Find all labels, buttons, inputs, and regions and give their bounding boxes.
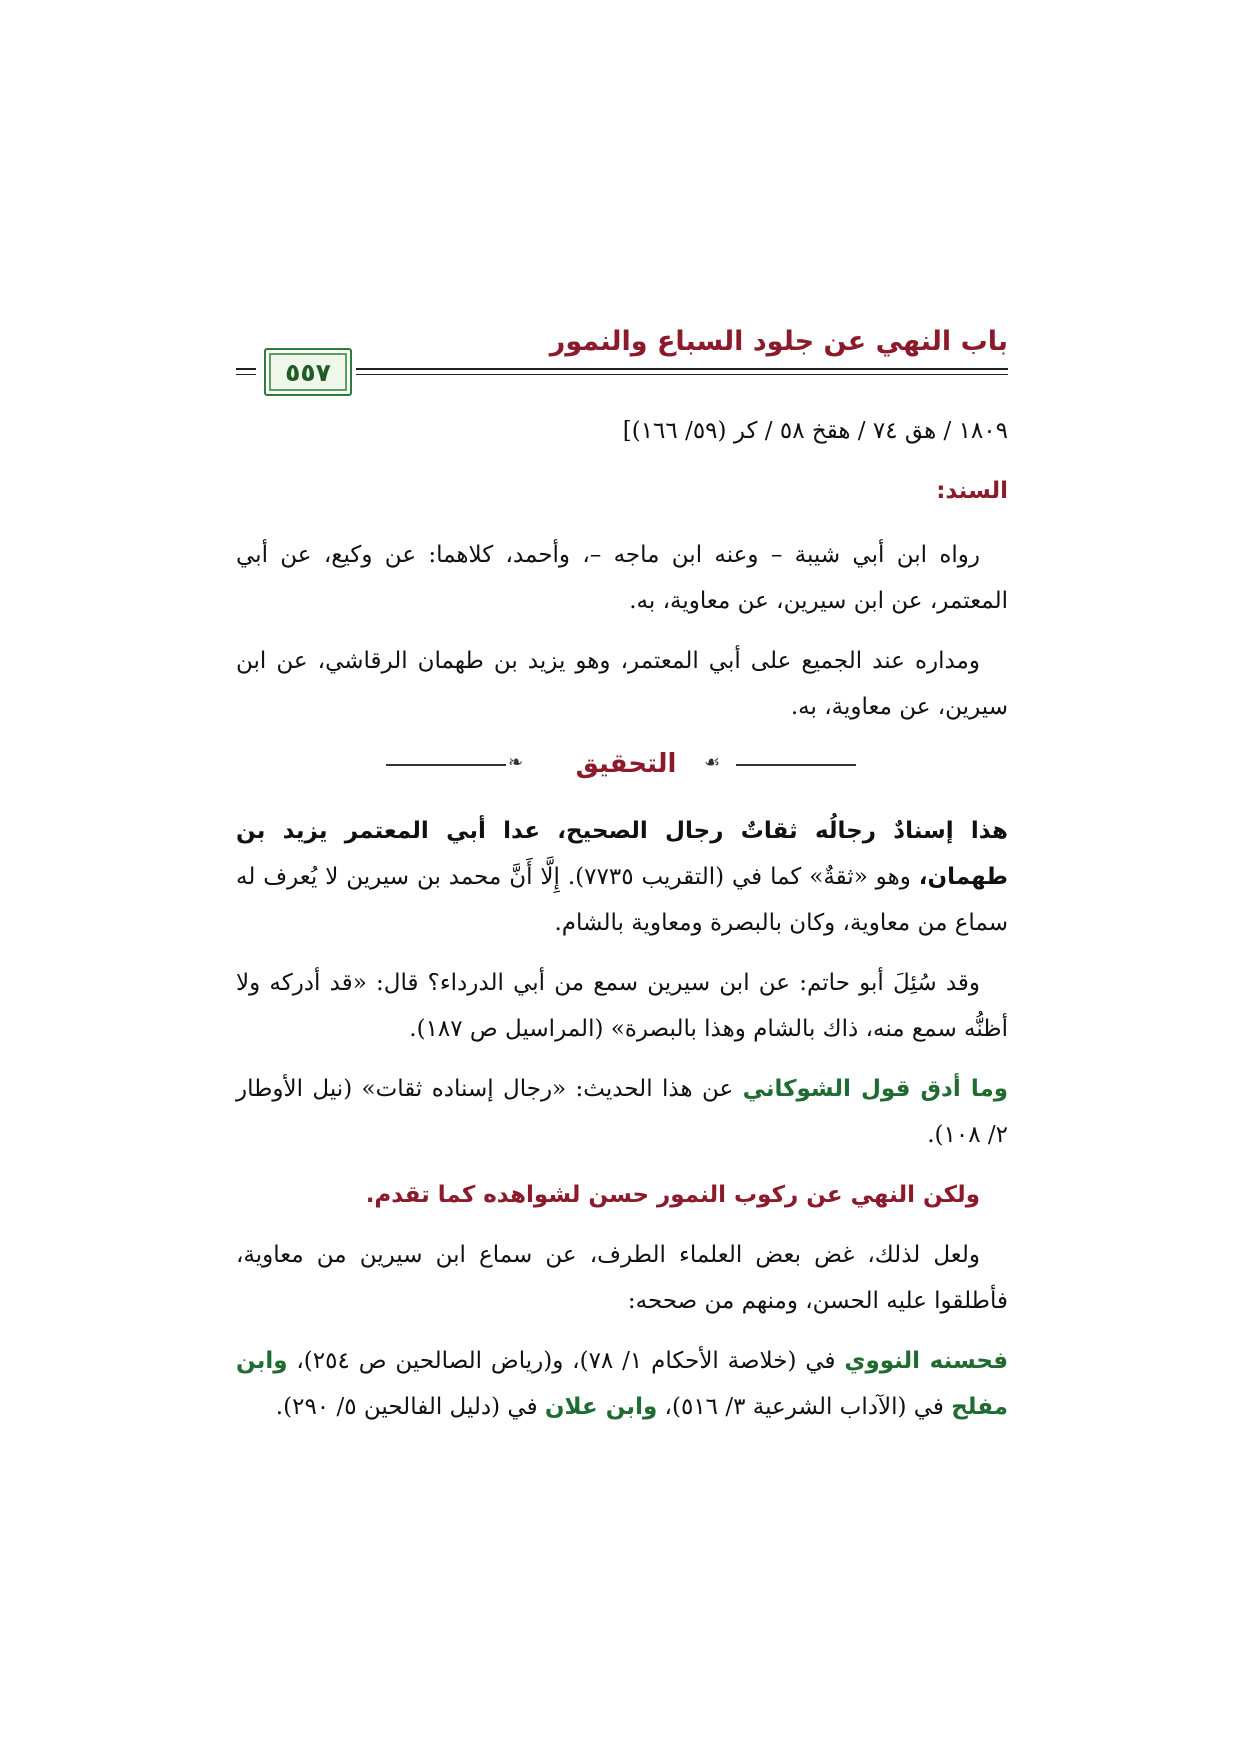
running-title: باب النهي عن جلود السباع والنمور bbox=[549, 326, 1008, 357]
header-rule-left bbox=[236, 368, 256, 375]
sources-line: ١٨٠٩ / هق ٧٤ / هقخ ٥٨ / كر (٥٩/ ١٦٦)] bbox=[622, 418, 1008, 444]
shawkani-highlight: وما أدق قول الشوكاني bbox=[742, 1076, 1008, 1102]
shawkani-rest: عن هذا الحديث: «رجال إسناده ثقات» (نيل الأوطار ٢/ ١٠٨). bbox=[236, 1076, 1008, 1148]
tahqiq-paragraph-3 bbox=[236, 1066, 1008, 1158]
isnad-verdict: هذا إسنادٌ رجالُه ثقاتٌ رجال الصحيح، عدا أبي المعتمر يزيد بن طهمان، bbox=[236, 818, 1008, 890]
main-text bbox=[236, 408, 1008, 1444]
ibn-allan-highlight: وابن علان bbox=[544, 1394, 658, 1420]
divider-line-left bbox=[386, 764, 506, 766]
sanad-heading: السند: bbox=[936, 478, 1008, 504]
ornament-left-icon: ❧ bbox=[508, 752, 524, 773]
tahqiq-heading: التحقيق bbox=[575, 749, 677, 779]
page-header bbox=[236, 318, 1008, 390]
divider-line-right bbox=[736, 764, 856, 766]
isnad-verdict-rest: وهو «ثقةٌ» كما في (التقريب ٧٧٣٥). إِلَّا أَنَّ محمد بن سيرين لا يُعرف له سماع من معاوية، وكان بالبصرة ومعاوية بالشام. bbox=[236, 864, 1008, 936]
ibn-muflih-refs: في (الآداب الشرعية ٣/ ٥١٦)، bbox=[657, 1394, 952, 1420]
ibn-allan-refs: في (دليل الفالحين ٥/ ٢٩٠). bbox=[275, 1394, 545, 1420]
ibn-muflih-highlight: وابن مفلح bbox=[236, 1348, 1008, 1420]
hasan-verdict: ولكن النهي عن ركوب النمور حسن لشواهده كما تقدم. bbox=[365, 1182, 980, 1208]
tahqiq-paragraph-2: وقد سُئِلَ أبو حاتم: عن ابن سيرين سمع من أبي الدرداء؟ قال: «قد أدركه ولا أظنُّه سمع منه، ذاك بالشام وهذا بالبصرة» (المراسيل ص ١٨٧). bbox=[236, 970, 1008, 1042]
header-rule-right bbox=[356, 368, 1008, 375]
nawawi-highlight: فحسنه النووي bbox=[844, 1348, 1009, 1374]
tahqiq-paragraph-1 bbox=[236, 808, 1008, 946]
tahqiq-paragraph-6 bbox=[236, 1338, 1008, 1430]
tahqiq-paragraph-5: ولعل لذلك، غض بعض العلماء الطرف، عن سماع ابن سيرين من معاوية، فأطلقوا عليه الحسن، ومنهم من صححه: bbox=[236, 1242, 1008, 1314]
sanad-paragraph-2: ومداره عند الجميع على أبي المعتمر، وهو يزيد بن طهمان الرقاشي، عن ابن سيرين، عن معاوية، به. bbox=[236, 648, 1008, 720]
ornament-right-icon: ☙ bbox=[704, 752, 721, 773]
sanad-paragraph-1: رواه ابن أبي شيبة – وعنه ابن ماجه –، وأحمد، كلاهما: عن وكيع، عن أبي المعتمر، عن ابن سيرين، عن معاوية، به. bbox=[236, 542, 1008, 614]
page-number-badge: ٥٥٧ bbox=[264, 348, 352, 396]
tahqiq-divider bbox=[236, 744, 1008, 784]
nawawi-refs: في (خلاصة الأحكام ١/ ٧٨)، و(رياض الصالحين ص ٢٥٤)، bbox=[287, 1348, 845, 1374]
